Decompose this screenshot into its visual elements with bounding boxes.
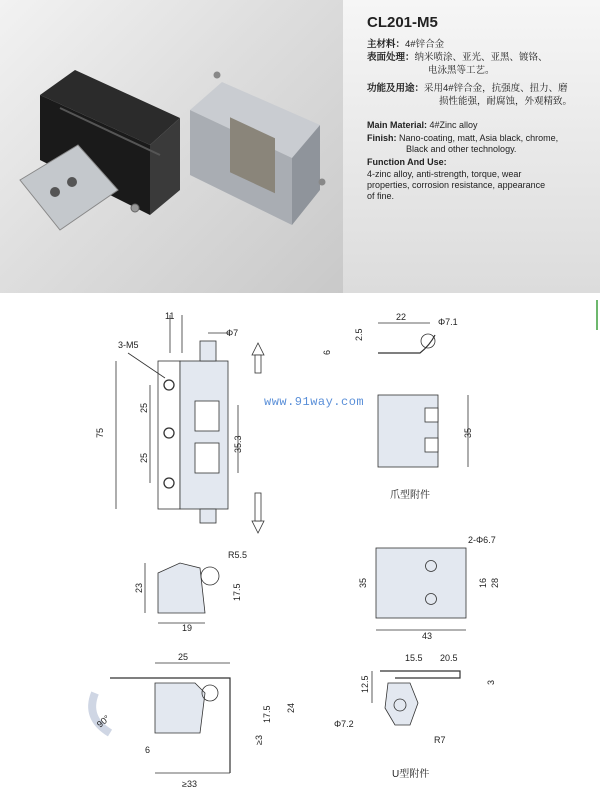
- dim-2-phi6-7: 2-Φ6.7: [468, 535, 496, 545]
- dim-phi7-2: Φ7.2: [334, 719, 354, 729]
- cn-function-2: 损性能强，耐腐蚀，外观精致。: [439, 96, 573, 107]
- dim-25-install: 25: [178, 652, 189, 662]
- watermark-url: www.91way.com: [264, 395, 365, 409]
- section-view: [145, 563, 219, 623]
- dim-6-install: 6: [145, 745, 151, 755]
- cn-function: 功能及用途：采用4#锌合金，抗强度、扭力、磨: [367, 83, 568, 94]
- dim-19: 19: [182, 623, 193, 633]
- dim-phi7-1: Φ7.1: [438, 317, 458, 327]
- dim-3: 3: [486, 679, 496, 685]
- dim-phi7: Φ7: [226, 328, 239, 338]
- dim-ge3: ≥3: [254, 735, 264, 745]
- dim-25-a: 25: [139, 402, 149, 413]
- dim-2-5: 2.5: [354, 328, 364, 341]
- dim-43: 43: [422, 631, 433, 641]
- plate-view: [376, 548, 466, 630]
- drawing-svg: [0, 293, 600, 805]
- dim-17-5-a: 17.5: [232, 583, 242, 601]
- dim-35-3: 35.3: [233, 435, 243, 453]
- u-type-view: [372, 671, 460, 725]
- u-type-label: U型附件: [392, 769, 430, 780]
- dim-6: 6: [322, 349, 332, 355]
- dim-28: 28: [490, 577, 500, 588]
- dim-35-plate: 35: [358, 577, 368, 588]
- dim-25-b: 25: [139, 452, 149, 463]
- claw-attachment-view: [378, 323, 468, 467]
- dim-12-5: 12.5: [360, 675, 370, 693]
- en-finish-2: Black and other technology.: [406, 144, 517, 154]
- en-function-3: of fine.: [367, 191, 395, 201]
- dim-r5-5: R5.5: [228, 550, 248, 560]
- dim-17-5-b: 17.5: [262, 705, 272, 723]
- dim-3-m5: 3-M5: [118, 340, 139, 350]
- en-function-label: Function And Use:: [367, 157, 447, 167]
- dim-20-5: 20.5: [440, 653, 458, 663]
- en-finish: Finish: Nano-coating, matt, Asia black, chrome,: [367, 133, 559, 143]
- dim-75: 75: [95, 427, 105, 438]
- claw-label: 爪型附件: [390, 490, 430, 501]
- installed-view: [92, 663, 230, 773]
- dim-ge33: ≥33: [182, 779, 197, 789]
- dim-22: 22: [396, 312, 407, 322]
- spec-panel: [343, 0, 600, 293]
- product-model: CL201-M5: [367, 14, 438, 31]
- dim-11: 11: [165, 311, 175, 321]
- cn-material: 主材料：4#锌合金: [367, 39, 445, 50]
- dim-24: 24: [286, 702, 296, 713]
- dim-23: 23: [134, 582, 144, 593]
- dim-r7: R7: [434, 735, 446, 745]
- dim-16: 16: [478, 577, 488, 588]
- en-material: Main Material: 4#Zinc alloy: [367, 120, 478, 130]
- hinge-photo-illustration: [0, 0, 343, 293]
- cn-finish: 表面处理：纳米喷涂、亚光、亚黑、镀铬、: [367, 52, 548, 63]
- technical-drawing: [0, 293, 600, 805]
- dim-35-claw: 35: [463, 427, 473, 438]
- dim-15-5: 15.5: [405, 653, 423, 663]
- cn-finish-2: 电泳黑等工艺。: [428, 65, 495, 76]
- dim-90-deg: 90°: [94, 713, 112, 730]
- en-function-2: properties, corrosion resistance, appearance: [367, 180, 546, 190]
- en-function-1: 4-zinc alloy, anti-strength, torque, wear: [367, 169, 522, 179]
- product-photo: [0, 0, 343, 293]
